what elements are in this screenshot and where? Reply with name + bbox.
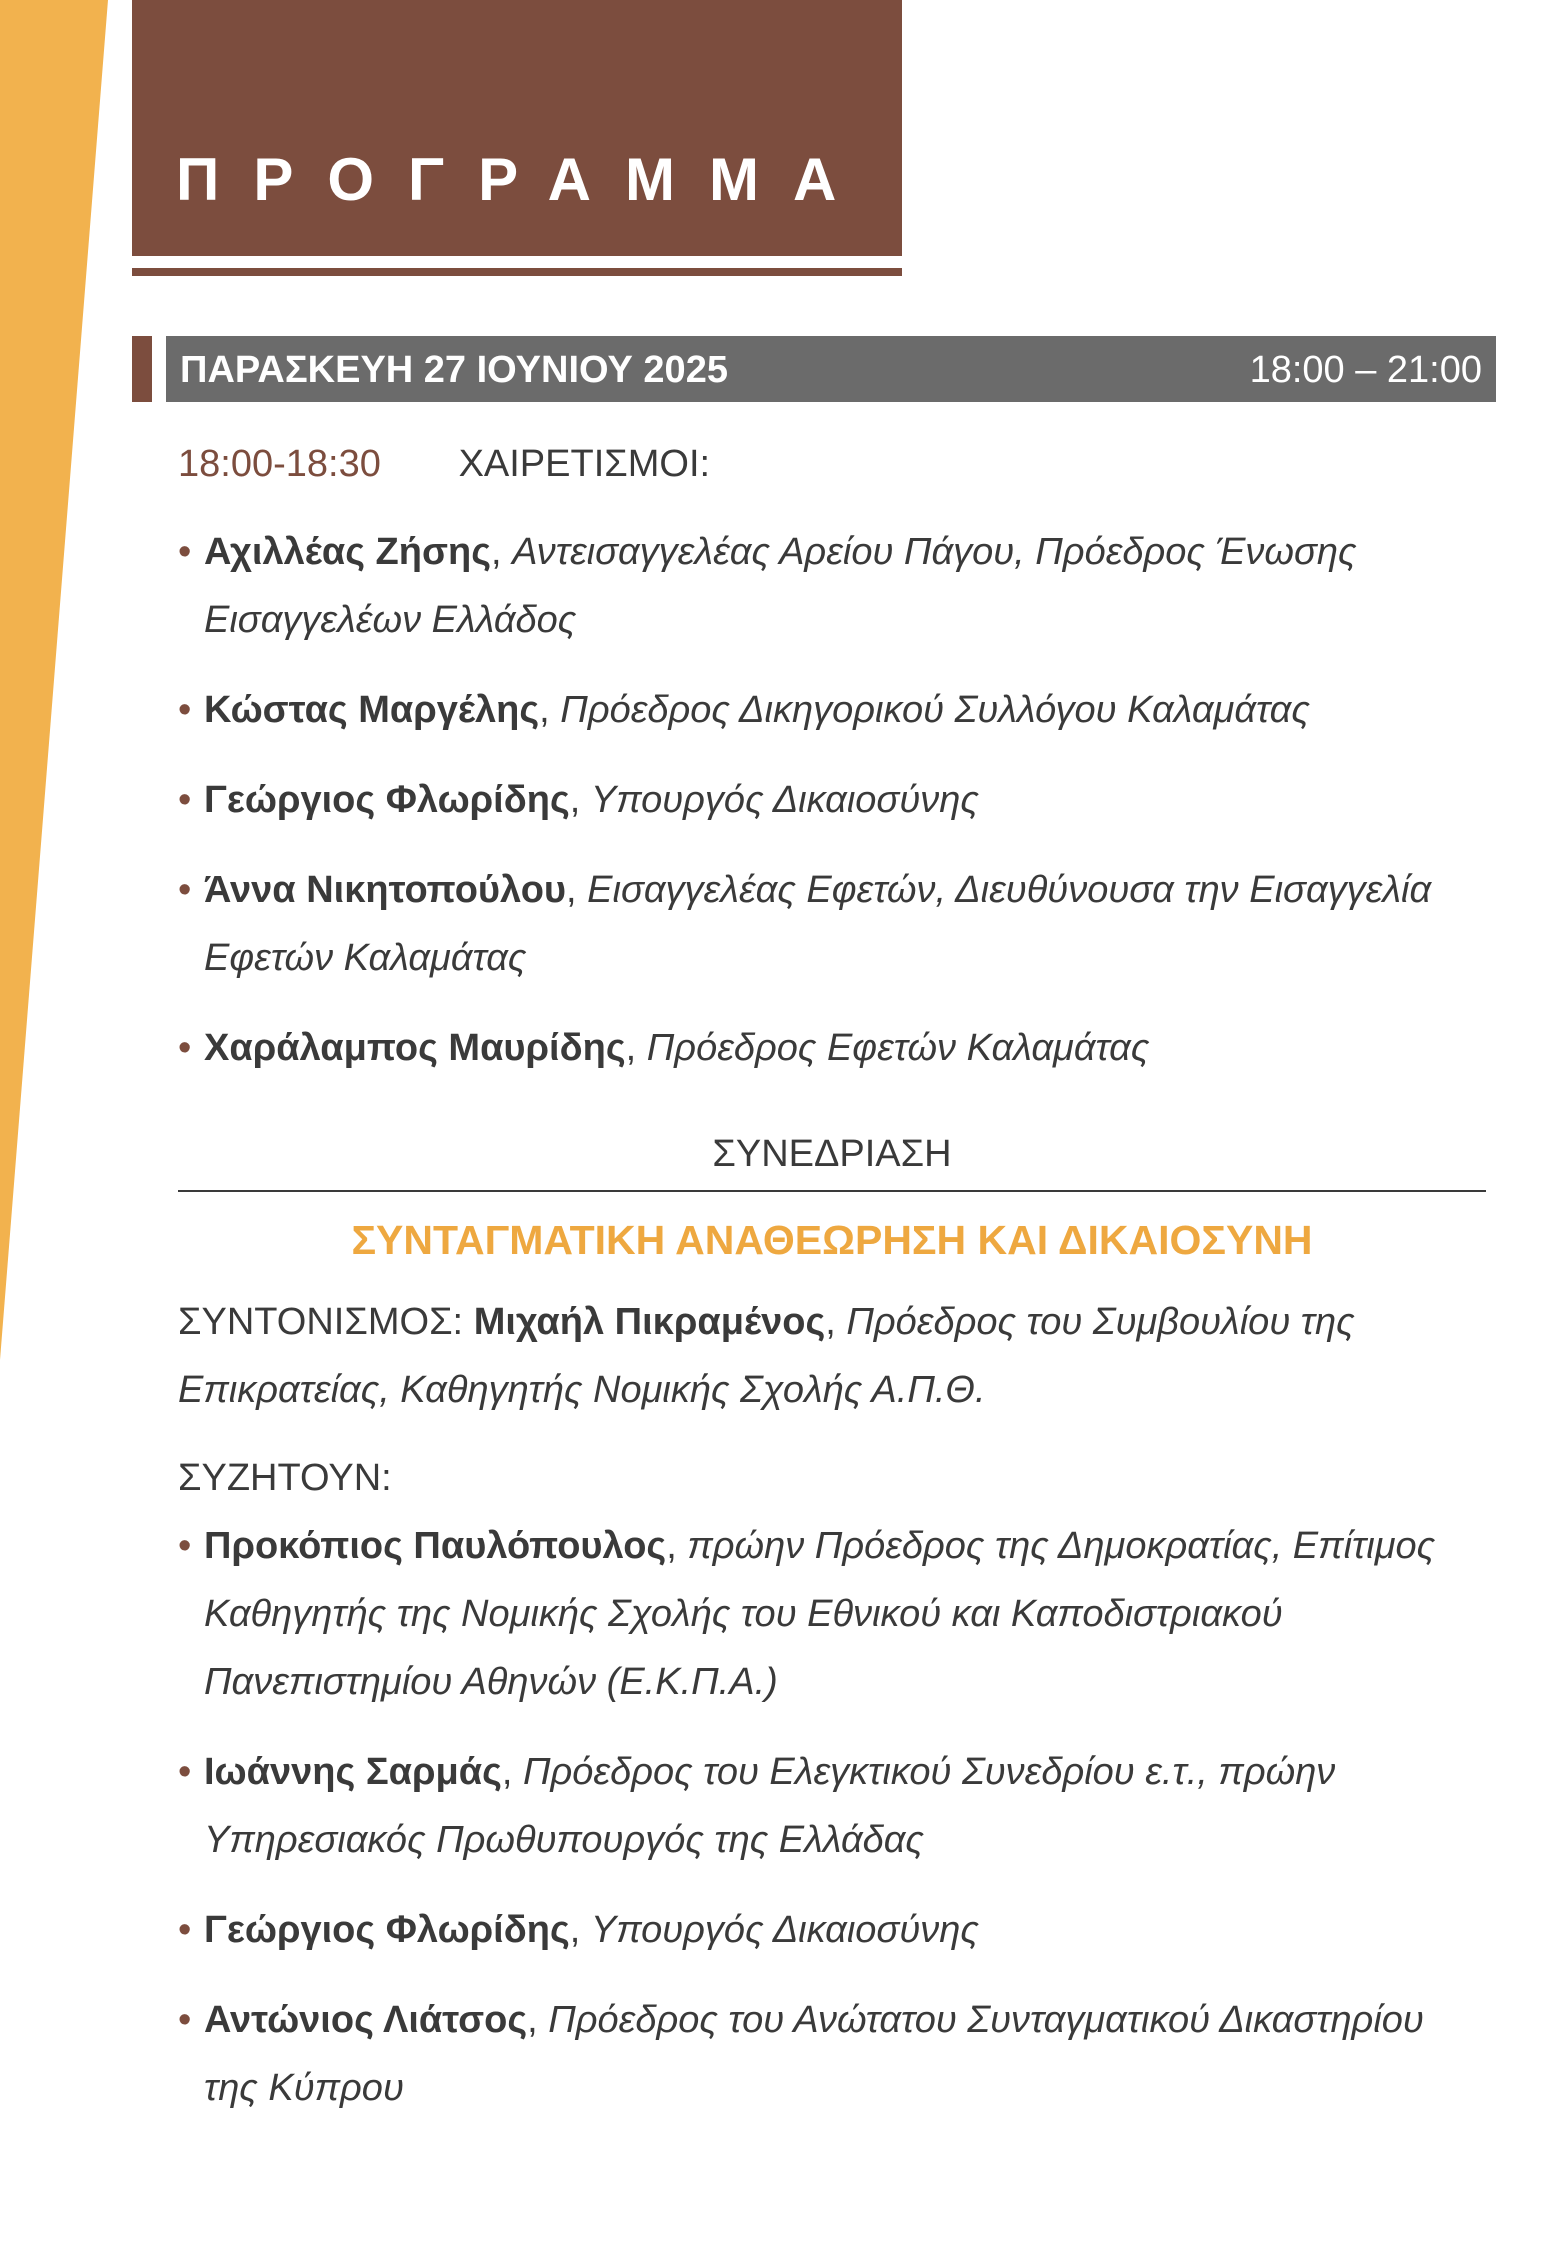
greetings-time: 18:00-18:30 [178,443,381,485]
session-label: ΣΥΝΕΔΡΙΑΣΗ [712,1133,952,1175]
program-content [178,430,1486,2144]
greetings-row [178,430,1486,498]
coordinator-name: Μιχαήλ Πικραμένος [473,1301,826,1343]
decorative-side-stripe [0,0,110,1360]
page-title: ΠΡΟΓΡΑΜΜΑ [176,146,871,213]
speaker-name: Γεώργιος Φλωρίδης [204,779,570,821]
list-item: • Προκόπιος Παυλόπουλος, πρώην Πρόεδρος της Δημοκρατίας, Επίτιμος Καθηγητής της Νομικής Σχολής του Εθνικού και Καποδιστριακού Πανεπιστημίου Αθηνών (Ε.Κ.Π.Α.) [178,1512,1486,1716]
speaker-role: Υπουργός Δικαιοσύνης [590,779,979,821]
speaker-name: Γεώργιος Φλωρίδης [204,1909,570,1951]
speaker-role: Εισαγγελέας Εφετών, Διευθύνουσα την Εισαγγελία Εφετών Καλαμάτας [204,869,1432,979]
speaker-name: Ιωάννης Σαρμάς [204,1751,502,1793]
list-item: • Άννα Νικητοπούλου, Εισαγγελέας Εφετών, Διευθύνουσα την Εισαγγελία Εφετών Καλαμάτας [178,856,1486,992]
coordination-label: ΣΥΝΤΟΝΙΣΜΟΣ: [178,1301,464,1343]
day-label: ΠΑΡΑΣΚΕΥΗ 27 ΙΟΥΝΙΟΥ 2025 [180,349,728,391]
speaker-role: Πρόεδρος του Ανώτατου Συνταγματικού Δικαστηρίου της Κύπρου [204,1999,1424,2109]
greetings-label: ΧΑΙΡΕΤΙΣΜΟΙ: [458,443,711,485]
speaker-role: Πρόεδρος Εφετών Καλαμάτας [646,1027,1150,1069]
speaker-role: Αντεισαγγελέας Αρείου Πάγου, Πρόεδρος Ένωσης Εισαγγελέων Ελλάδος [204,531,1357,641]
date-bar [166,336,1496,402]
title-banner [132,0,902,256]
speaker-name: Κώστας Μαργέλης [204,689,540,731]
speaker-name: Χαράλαμπος Μαυρίδης [204,1027,626,1069]
speaker-role: Πρόεδρος του Ελεγκτικού Συνεδρίου ε.τ., πρώην Υπηρεσιακός Πρωθυπουργός της Ελλάδας [204,1751,1336,1861]
greetings-list [178,518,1486,1082]
list-item: • Αχιλλέας Ζήσης, Αντεισαγγελέας Αρείου Πάγου, Πρόεδρος Ένωσης Εισαγγελέων Ελλάδος [178,518,1486,654]
speaker-role: πρώην Πρόεδρος της Δημοκρατίας, Επίτιμος Καθηγητής της Νομικής Σχολής του Εθνικού και Καποδιστριακού Πανεπιστημίου Αθηνών (Ε.Κ.Π.Α.) [204,1525,1436,1703]
list-item: • Αντώνιος Λιάτσος, Πρόεδρος του Ανώτατου Συνταγματικού Δικαστηρίου της Κύπρου [178,1986,1486,2122]
coordination: ΣΥΝΤΟΝΙΣΜΟΣ: Μιχαήλ Πικραμένος, Πρόεδρος του Συμβουλίου της Επικρατείας, Καθηγητής Νομικής Σχολής Α.Π.Θ. [178,1301,1355,1411]
list-item: • Κώστας Μαργέλης, Πρόεδρος Δικηγορικού Συλλόγου Καλαμάτας [178,676,1486,744]
speaker-name: Αντώνιος Λιάτσος [204,1999,528,2041]
day-hours: 18:00 – 21:00 [1249,349,1482,391]
date-marker [132,336,152,402]
discussants-label: ΣΥΖΗΤΟΥΝ: [178,1457,392,1499]
speaker-role: Πρόεδρος Δικηγορικού Συλλόγου Καλαμάτας [560,689,1310,731]
speaker-name: Άννα Νικητοπούλου [204,869,567,911]
divider [178,1190,1486,1192]
discussants-list [178,1512,1486,2122]
speaker-name: Προκόπιος Παυλόπουλος [204,1525,667,1567]
session-title: ΣΥΝΤΑΓΜΑΤΙΚΗ ΑΝΑΘΕΩΡΗΣΗ ΚΑΙ ΔΙΚΑΙΟΣΥΝΗ [351,1217,1313,1263]
speaker-name: Αχιλλέας Ζήσης [204,531,491,573]
list-item: • Γεώργιος Φλωρίδης, Υπουργός Δικαιοσύνης [178,766,1486,834]
coordinator-role: Πρόεδρος του Συμβουλίου της Επικρατείας, Καθηγητής Νομικής Σχολής Α.Π.Θ. [178,1301,1355,1411]
title-underline [132,268,902,276]
speaker-role: Υπουργός Δικαιοσύνης [590,1909,979,1951]
list-item: • Γεώργιος Φλωρίδης, Υπουργός Δικαιοσύνης [178,1896,1486,1964]
list-item: • Χαράλαμπος Μαυρίδης, Πρόεδρος Εφετών Καλαμάτας [178,1014,1486,1082]
list-item: • Ιωάννης Σαρμάς, Πρόεδρος του Ελεγκτικού Συνεδρίου ε.τ., πρώην Υπηρεσιακός Πρωθυπουργός της Ελλάδας [178,1738,1486,1874]
